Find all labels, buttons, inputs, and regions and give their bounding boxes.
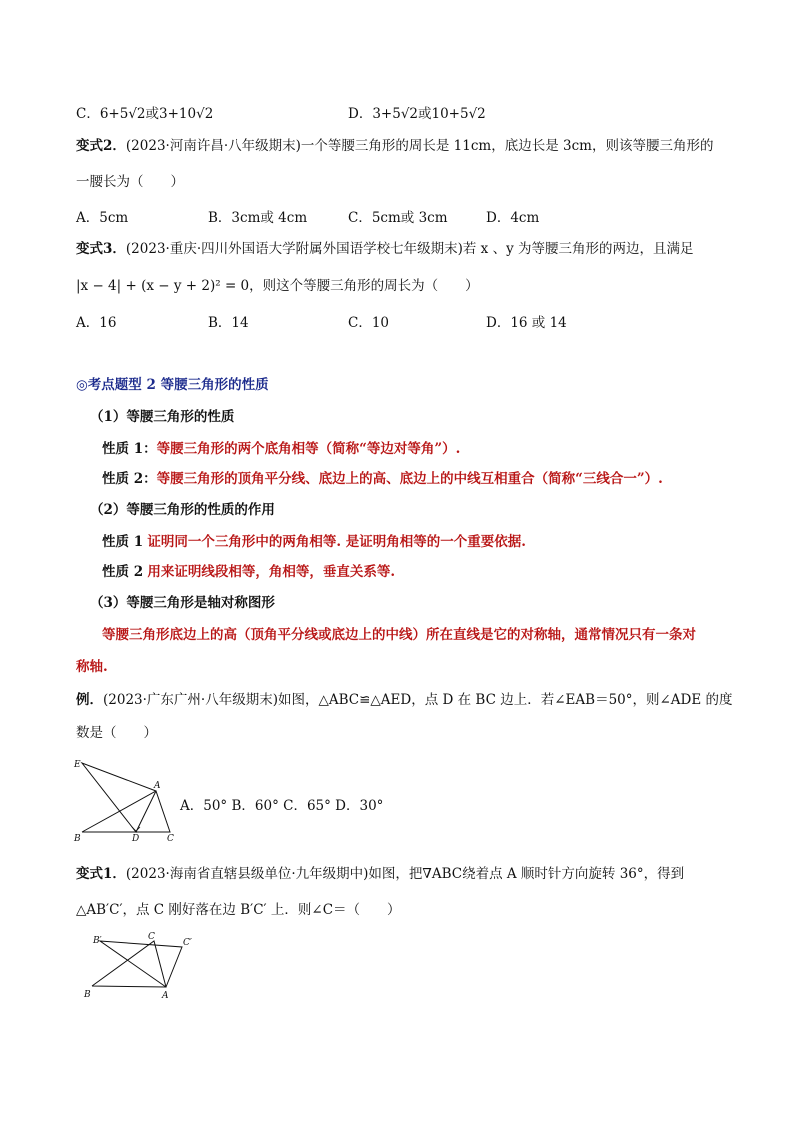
variant-3-question [76,237,694,257]
rotation-figure [82,930,202,1005]
example-question [76,688,733,708]
property-text: 等腰三角形的顶角平分线、底边上的高、底边上的中线互相重合（简称“三线合一”）. [156,471,663,487]
source: (2023·广东广州·八年级期末) [103,692,278,708]
label-b-prime: B′ [93,936,102,946]
label-b: B [74,834,81,844]
section-title: ◎考点题型 2 等腰三角形的性质 [76,377,269,393]
option-c: C．5cm或 3cm [348,210,448,226]
question-text-line2: 一腰长为（ ） [76,174,184,190]
question-text-line2: |x − 4| + (x − y + 2)² = 0，则这个等腰三角形的周长为（ ） [76,278,479,294]
property-text: 等腰三角形的两个底角相等（简称“等边对等角”）. [156,441,461,457]
source: (2023·河南许昌·八年级期末) [125,138,301,154]
variant-1-question [76,862,684,882]
subheading-3: （3）等腰三角形是轴对称图形 [90,595,275,611]
example-label: 例． [76,692,103,708]
option-b: B．3cm或 4cm [208,210,308,226]
usage-label: 性质 1 [102,534,144,550]
label-c: C [167,834,174,844]
option-d: D．4cm [486,210,540,226]
option-a: A．5cm [76,210,129,226]
usage-text: 证明同一个三角形中的两角相等. 是证明角相等的一个重要依据. [147,534,526,550]
usage-label: 性质 2 [102,564,144,580]
triangle-ab-c [100,941,182,987]
usage-1 [102,530,526,550]
label-b: B [84,990,91,1000]
source: (2023·重庆·四川外国语大学附属外国语学校七年级期末) [125,241,463,257]
subheading-1: （1）等腰三角形的性质 [90,409,235,425]
property-1 [102,437,460,457]
question-text-line2: △AB′C′，点 C 刚好落在边 B′C′ 上．则∠C＝（ ） [76,902,401,918]
question-text: 若 x 、y 为等腰三角形的两边，且满足 [462,241,694,257]
triangle-abc [92,941,166,987]
axis-text-line2: 称轴. [76,659,108,675]
label-c-prime: C′ [183,938,192,948]
example-options: A．50° B．60° C．65° D．30° [180,798,384,814]
option-a: A．16 [76,315,117,331]
variant-2-question [76,134,713,154]
property-2 [102,467,663,487]
example-figure [70,755,182,845]
label-d: D [132,834,140,844]
subheading-2: （2）等腰三角形的性质的作用 [90,502,275,518]
label-c: C [148,932,155,942]
source: (2023·海南省直辖县级单位·九年级期中) [125,866,369,882]
usage-2 [102,560,395,580]
label-a: A [154,781,161,791]
variant-label: 变式1． [76,866,126,882]
triangle-abc [82,791,170,832]
usage-text: 用来证明线段相等，角相等，垂直关系等. [147,564,396,580]
question-text: 如图，△ABC≌△AED，点 D 在 BC 边上．若∠EAB＝50°，则∠ADE 的度 [277,692,733,708]
option-d: D．16 或 14 [486,315,567,331]
option-b: B．14 [208,315,249,331]
question-text-line2: 数是（ ） [76,725,157,741]
property-label: 性质 2： [102,471,157,487]
option-c: C．6+5√2或3+10√2 [76,106,214,122]
variant-label: 变式2． [76,138,126,154]
variant-label: 变式3． [76,241,126,257]
question-text: 如图，把∇ABC绕着点 A 顺时针方向旋转 36°，得到 [368,866,685,882]
label-e: E [74,760,81,770]
question-text: 一个等腰三角形的周长是 11cm，底边长是 3cm，则该等腰三角形的 [300,138,714,154]
option-c: C．10 [348,315,390,331]
axis-text-line1: 等腰三角形底边上的高（顶角平分线或底边上的中线）所在直线是它的对称轴，通常情况只有一条对 [102,627,696,643]
label-a: A [162,991,169,1001]
property-label: 性质 1： [102,441,157,457]
option-d: D．3+5√2或10+5√2 [348,106,486,122]
